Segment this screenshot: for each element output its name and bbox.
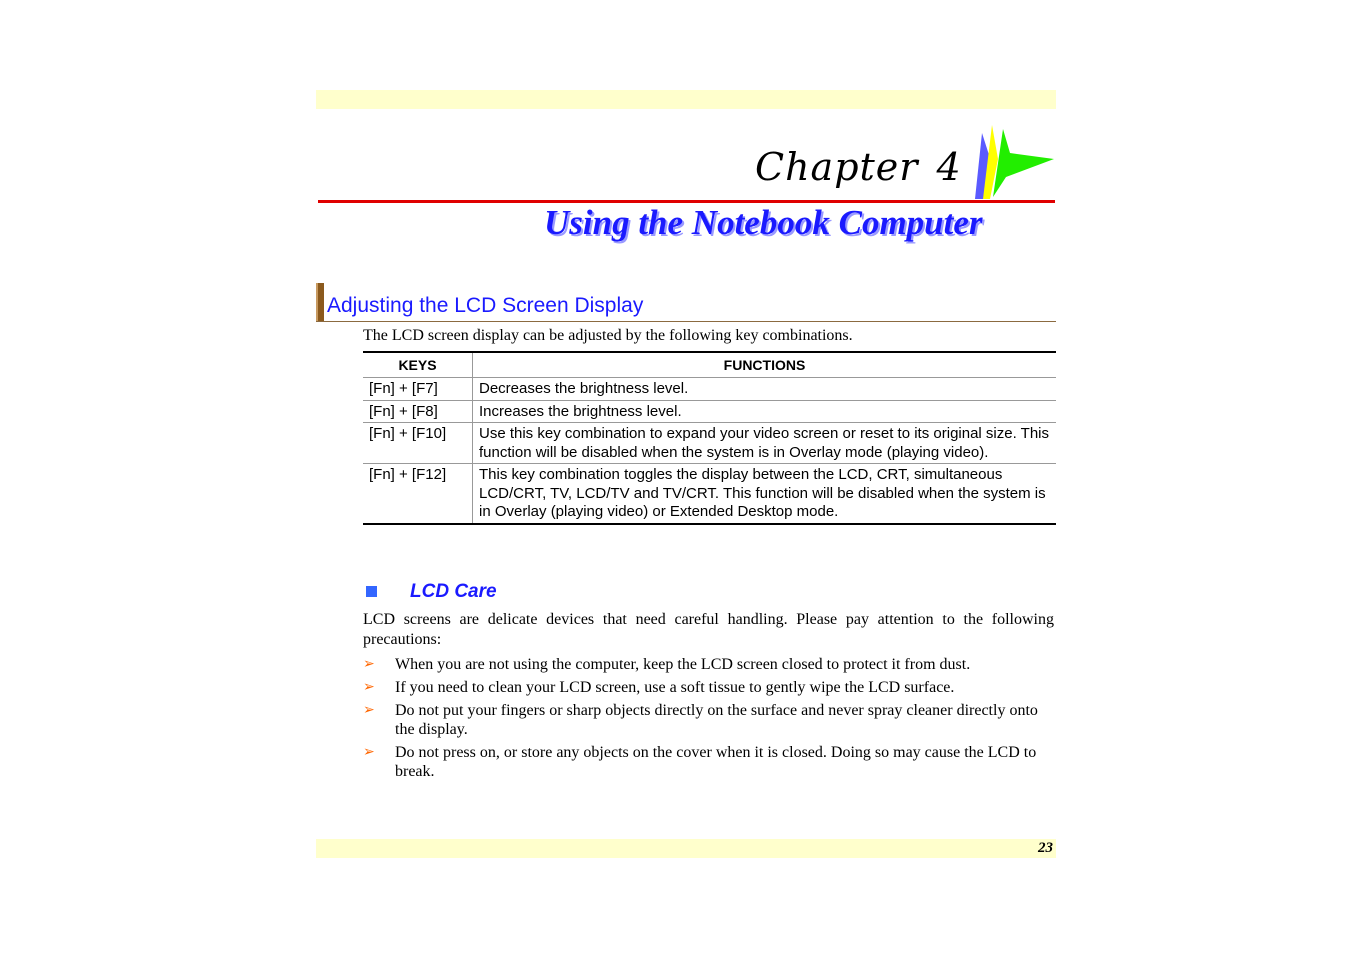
- table-cell-key: [Fn] + [F12]: [363, 464, 473, 524]
- list-item-text: Do not press on, or store any objects on the cover when it is closed. Doing so may cause the LCD to break.: [395, 744, 1037, 780]
- table-header-row: [363, 352, 1056, 378]
- table-row: [363, 423, 1056, 464]
- table-header-keys: KEYS: [363, 352, 473, 378]
- chapter-label: [755, 145, 962, 189]
- table-header-functions: FUNCTIONS: [473, 352, 1057, 378]
- list-item: [363, 678, 1056, 697]
- chapter-logo-icon: [970, 125, 1056, 201]
- footer-band: [316, 839, 1056, 858]
- lcd-care-title: LCD Care: [410, 581, 497, 602]
- lcd-care-paragraph: LCD screens are delicate devices that need careful handling. Please pay attention to the following precautions:: [363, 611, 1054, 648]
- chapter-word: Chapter: [755, 145, 919, 189]
- precautions-list: [363, 655, 1056, 785]
- table-cell-function: Increases the brightness level.: [473, 400, 1057, 423]
- section-intro: The LCD screen display can be adjusted by the following key combinations.: [363, 327, 853, 344]
- header-band: [316, 90, 1056, 109]
- arrow-bullet-icon: ➢: [363, 656, 375, 672]
- table-cell-key: [Fn] + [F10]: [363, 423, 473, 464]
- section-title: Adjusting the LCD Screen Display: [327, 294, 644, 317]
- list-item-text: When you are not using the computer, keep the LCD screen closed to protect it from dust.: [395, 656, 971, 673]
- section-marker: [316, 283, 324, 321]
- section-rule: [316, 321, 1056, 322]
- table-row: [363, 464, 1056, 524]
- table-row: [363, 378, 1056, 401]
- arrow-bullet-icon: ➢: [363, 702, 375, 718]
- arrow-bullet-icon: ➢: [363, 679, 375, 695]
- chapter-title: Using the Notebook Computer: [544, 203, 983, 242]
- arrow-bullet-icon: ➢: [363, 744, 375, 760]
- square-bullet-icon: [366, 586, 377, 597]
- list-item-text: Do not put your fingers or sharp objects directly on the surface and never spray cleaner directly onto the display.: [395, 702, 1038, 738]
- list-item: [363, 701, 1056, 739]
- table-cell-key: [Fn] + [F8]: [363, 400, 473, 423]
- list-item: [363, 743, 1056, 781]
- table-cell-function: Decreases the brightness level.: [473, 378, 1057, 401]
- table-cell-function: This key combination toggles the display between the LCD, CRT, simultaneous LCD/CRT, TV, LCD/TV and TV/CRT. This function will be disabled when the system is in Overlay (playing video) or Extended Desktop mode.: [473, 464, 1057, 524]
- table-cell-function: Use this key combination to expand your video screen or reset to its original size. This function will be disabled when the system is in Overlay mode (playing video).: [473, 423, 1057, 464]
- page-number: 23: [1038, 840, 1053, 856]
- list-item: [363, 655, 1056, 674]
- table-row: [363, 400, 1056, 423]
- chapter-number: 4: [936, 145, 962, 189]
- key-combinations-table: [363, 351, 1056, 525]
- list-item-text: If you need to clean your LCD screen, use a soft tissue to gently wipe the LCD surface.: [395, 679, 955, 696]
- table-cell-key: [Fn] + [F7]: [363, 378, 473, 401]
